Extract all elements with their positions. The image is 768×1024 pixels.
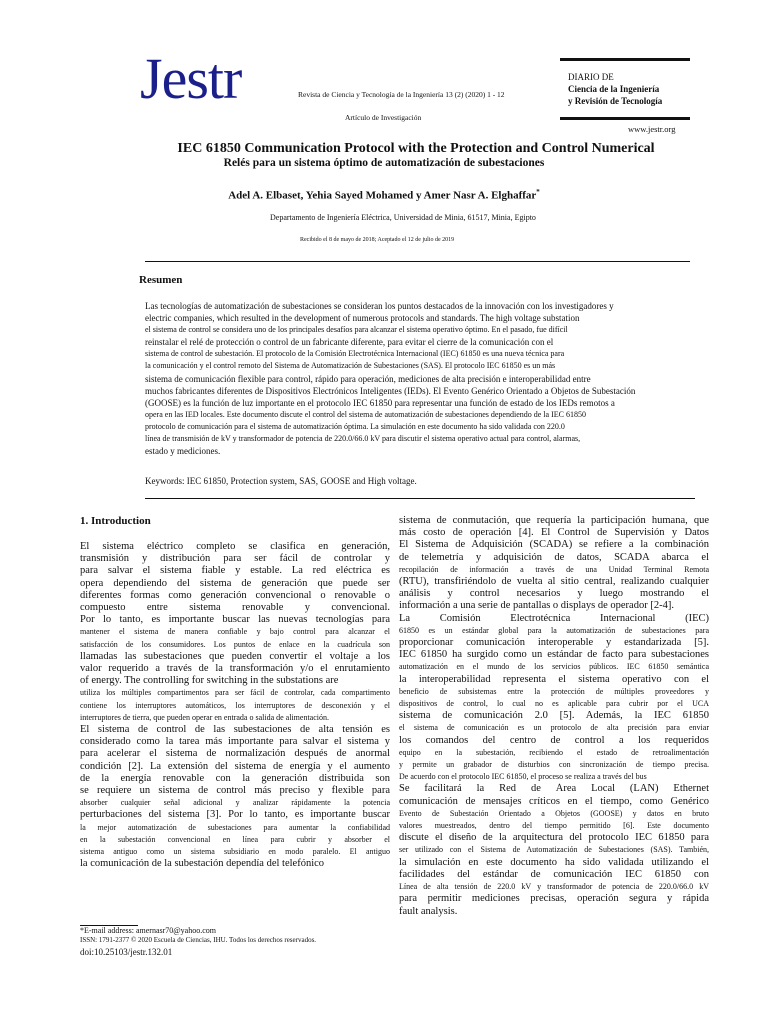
body-line: mantener el sistema de manera confiable y bajo control para alcanzar el bbox=[80, 627, 390, 637]
abstract-line: línea de transmisión de kV y transformador de potencia de 220.0/66.0 kV para discutir el sistema operativo actual para control, alarmas, bbox=[145, 434, 581, 444]
intro-left-column bbox=[80, 541, 390, 870]
body-line: información a una serie de pantallas o displays de operador [2-4]. bbox=[399, 600, 674, 612]
body-line: la interoperabilidad representa el sistema operativo con el bbox=[399, 673, 709, 685]
abstract-line: electric companies, which resulted in the development of numerous protocols and standards. The high voltage substation bbox=[145, 313, 580, 324]
journal-logo: Jestr bbox=[140, 46, 242, 111]
body-line: comunicación de mensajes críticos en el tiempo, como Genérico bbox=[399, 795, 709, 807]
affiliation: Departamento de Ingeniería Eléctrica, Universidad de Minia, 61517, Minia, Egipto bbox=[270, 213, 536, 222]
received-dates: Recibido el 8 de mayo de 2018; Aceptado el 12 de julio de 2019 bbox=[300, 237, 455, 243]
keywords: Keywords: IEC 61850, Protection system, SAS, GOOSE and High voltage. bbox=[145, 476, 417, 486]
abstract-line: sistema de control de subestación. El protocolo de la Comisión Electrotécnica Internacional (IEC) 61850 es una nueva técnica para bbox=[145, 349, 565, 359]
abstract-line: muchos fabricantes diferentes de Dispositivos Electrónicos Inteligentes (IEDs). El Evento Genérico Orientado a Objetos de Subestación bbox=[145, 385, 636, 396]
journal-website-link[interactable]: www.jestr.org bbox=[628, 124, 676, 134]
body-line: llamadas las subestaciones que pueden convertir el voltaje a los bbox=[80, 650, 390, 662]
body-line: of energy. The controlling for switching in the substations are bbox=[80, 675, 339, 687]
body-line: El sistema de control de las subestaciones de alta tensión es bbox=[80, 724, 390, 736]
article-type: Artículo de Investigación bbox=[345, 113, 422, 122]
body-line: Por lo tanto, es importante buscar las nuevas tecnologías para bbox=[80, 614, 390, 626]
body-line: (RTU), transfiriéndolo de vuelta al sitio central, realizando cualquier bbox=[399, 576, 709, 588]
body-line: opera dependiendo del sistema de generación que puede ser bbox=[80, 577, 390, 589]
body-line: El sistema eléctrico completo se clasifica en generación, bbox=[80, 541, 390, 552]
body-line: interruptores de tierra, que pueden operar en entrada o salida de alimentación. bbox=[80, 712, 329, 722]
abstract-heading: Resumen bbox=[139, 274, 183, 286]
abstract-line: sistema de comunicación flexible para control, rápido para operación, mediciones de alta precisión e interoperabilidad entre bbox=[145, 373, 591, 384]
footnote-issn: ISSN: 1791-2377 © 2020 Escuela de Ciencias, IHU. Todos los derechos reservados. bbox=[80, 936, 317, 944]
abstract-line: (GOOSE) es la función de luz importante en el protocolo IEC 61850 para representar una función de estado de los IEDs remotos a bbox=[145, 397, 615, 408]
body-line: sistema de comunicación 2.0 [5]. Además, la IEC 61850 bbox=[399, 710, 709, 722]
body-line: contiene los interruptores automáticos, los interruptores de desconexión y el bbox=[80, 700, 390, 710]
body-line: los comandos del centro de control a los requeridos bbox=[399, 734, 709, 746]
body-line: ser utilizado con el Sistema de Automatización de Subestaciones (SAS). También, bbox=[399, 845, 709, 855]
author-names: Adel A. Elbaset, Yehia Sayed Mohamed y Amer Nasr A. Elghaffar bbox=[228, 189, 537, 202]
abstract-line: Las tecnologías de automatización de subestaciones se consideran los puntos destacados de la innovación con los investigadores y bbox=[145, 301, 614, 311]
body-line: 61850 es un estándar global para la automatización de subestaciones para bbox=[399, 625, 709, 635]
abstract-line: el sistema de control se considera uno de los principales desafíos para alcanzar el sistema operativo óptimo. En el pasado, fue difícil bbox=[145, 325, 568, 335]
body-line: condición [2]. La extensión del sistema de energía y el aumento bbox=[80, 760, 390, 772]
body-line: análisis y control necesarios y luego mostrando el bbox=[399, 588, 709, 600]
intro-right-column bbox=[399, 515, 709, 918]
journal-name-line2: Ciencia de la Ingeniería bbox=[568, 84, 660, 94]
body-line: diferentes formas como generación convencional o renovable o bbox=[80, 589, 390, 601]
body-line: considerado como la tarea más importante para salvar el sistema y bbox=[80, 736, 390, 748]
journal-name-line3: y Revisión de Tecnología bbox=[568, 96, 663, 106]
body-line: sistema de conmutación, que requería la participación humana, que bbox=[399, 515, 709, 526]
abstract-line: la comunicación y el control remoto del Sistema de Automatización de Subestaciones (SAS). El protocolo IEC 61850 es un más bbox=[145, 361, 556, 371]
body-line: perturbaciones del sistema [3]. Por lo tanto, es importante buscar bbox=[80, 809, 390, 821]
body-line: facilidades del estándar de comunicación IEC 61850 con bbox=[399, 868, 709, 880]
body-line: La Comisión Electrotécnica Internacional (IEC) bbox=[399, 612, 709, 624]
abstract-line: estado y mediciones. bbox=[145, 446, 221, 457]
body-line: De acuerdo con el protocolo IEC 61850, el proceso se realiza a través del bus bbox=[399, 772, 647, 782]
body-line: satisfacción de los consumidores. Los puntos de enlace en la cuadrícula son bbox=[80, 639, 390, 649]
journal-name-line1: DIARIO DE bbox=[568, 72, 614, 82]
footnote-doi: doi:10.25103/jestr.132.01 bbox=[80, 947, 173, 957]
intro-heading: 1. Introduction bbox=[80, 515, 151, 527]
body-line: en la subestación convencional en línea para cubrir y absorber el bbox=[80, 834, 390, 844]
body-line: automatización en el mundo de los servicios públicos. IEC 61850 semántica bbox=[399, 662, 709, 672]
body-line: transmisión y distribución para ser fácil de controlar y bbox=[80, 553, 390, 565]
paper-subtitle: Relés para un sistema óptimo de automatización de subestaciones bbox=[223, 157, 545, 169]
body-line: dispositivos de control, lo cual no es aplicable para cubrir por el UCA bbox=[399, 699, 709, 709]
body-line: utiliza los múltiples compartimentos para ser fácil de controlar, cada compartimento bbox=[80, 688, 390, 698]
journal-citation: Revista de Ciencia y Tecnología de la Ingeniería 13 (2) (2020) 1 - 12 bbox=[298, 90, 505, 99]
top-divider bbox=[145, 261, 690, 262]
body-line: Línea de alta tensión de 220.0 kV y transformador de potencia de 220.0/66.0 kV bbox=[399, 882, 709, 892]
body-line: compuesto entre sistema renovable y convencional. bbox=[80, 602, 390, 614]
body-line: beneficio de subsistemas entre la protección de múltiples proveedores y bbox=[399, 686, 709, 696]
body-line: para salvar el sistema fiable y estable. La red eléctrica es bbox=[80, 565, 390, 577]
body-line: Se facilitará la Red de Área Local (LAN) Ethernet bbox=[399, 783, 709, 795]
journal-name-box bbox=[560, 58, 690, 120]
abstract-body bbox=[145, 300, 693, 457]
footnote-email: *E-mail address: amernasr70@yahoo.com bbox=[80, 926, 216, 935]
body-line: y permite un grabador de disturbios con sincronización de tiempo precisa. bbox=[399, 760, 709, 770]
body-line: discute el diseño de la arquitectura del protocolo IEC 61850 para bbox=[399, 832, 709, 844]
body-line: el sistema de comunicación es un protocolo de alta precisión para enviar bbox=[399, 723, 709, 733]
body-line: equipo en la subestación, recibiendo el estado de retroalimentación bbox=[399, 747, 709, 757]
body-line: sistema antiguo como un sistema subsidiario en modo paralelo. El antiguo bbox=[80, 847, 390, 857]
body-line: de telemetría y adquisición de datos, SCADA abarca el bbox=[399, 551, 709, 563]
body-line: absorber cualquier señal adicional y analizar rápidamente la potencia bbox=[80, 798, 390, 808]
body-line: fault analysis. bbox=[399, 905, 458, 917]
body-line: IEC 61850 ha surgido como un estándar de facto para subestaciones bbox=[399, 649, 709, 661]
body-line: se requiere un sistema de control más preciso y flexible para bbox=[80, 785, 390, 797]
body-line: para permitir mediciones precisas, operación segura y rápida bbox=[399, 893, 709, 905]
body-line: la mejor automatización de subestaciones para aumentar la confiabilidad bbox=[80, 822, 390, 832]
body-line: proporcionar comunicación interoperable y estandarizada [5]. bbox=[399, 637, 709, 649]
abstract-line: opera en las IED locales. Este documento discute el control del sistema de automatización de subestaciones dependiendo de la IEC 61850 bbox=[145, 409, 586, 419]
bottom-divider bbox=[145, 498, 695, 499]
paper-title: IEC 61850 Communication Protocol with the Protection and Control Numerical bbox=[177, 141, 655, 156]
body-line: Evento de Subestación Orientado a Objetos (GOOSE) y datos en bruto bbox=[399, 808, 709, 818]
body-line: de la energía renovable con la generación distribuida son bbox=[80, 772, 390, 784]
body-line: El Sistema de Adquisición (SCADA) se refiere a la combinación bbox=[399, 539, 709, 551]
corresponding-mark: * bbox=[536, 188, 540, 196]
abstract-line: reinstalar el relé de protección o control de un fabricante diferente, para evitar el cierre de la comunicación con el bbox=[145, 337, 554, 348]
body-line: valor requerido a través de la transformación y/o el enrutamiento bbox=[80, 663, 390, 675]
body-line: la comunicación de la subestación dependía del telefónico bbox=[80, 858, 325, 870]
body-line: para acelerar el sistema de normalización después de anormal bbox=[80, 748, 390, 760]
body-line: más costo de operación [4]. El Control de Supervisión y Datos bbox=[399, 527, 709, 539]
author-list bbox=[0, 188, 768, 202]
abstract-line: protocolo de comunicación para el sistema de automatización óptima. La simulación en este documento ha sido validada con 220.0 bbox=[145, 421, 565, 431]
body-line: valores muestreados, dentro del tiempo permitido [6]. Este documento bbox=[399, 821, 709, 831]
body-line: recopilación de información a través de una Unidad Terminal Remota bbox=[399, 564, 709, 574]
body-line: la simulación en este documento ha sido validada utilizando el bbox=[399, 856, 709, 868]
